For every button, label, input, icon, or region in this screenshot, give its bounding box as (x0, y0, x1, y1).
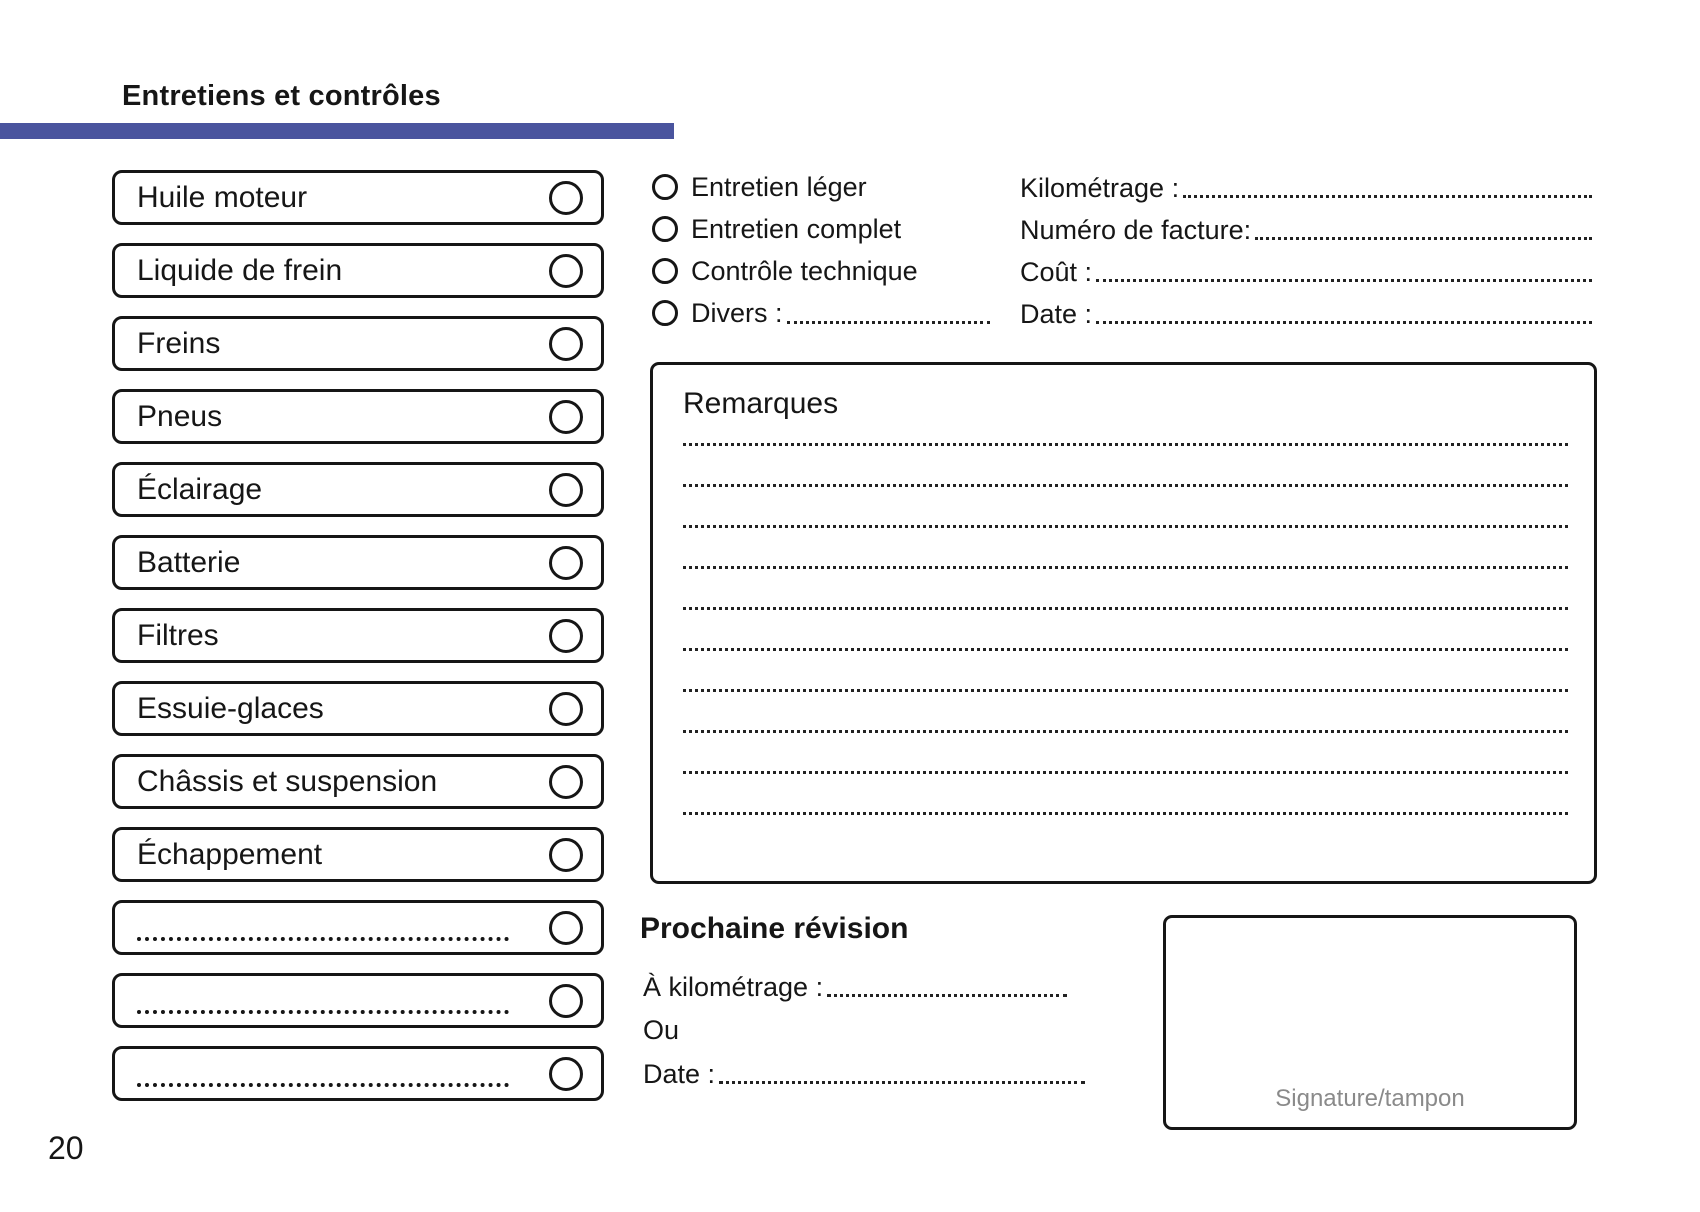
check-circle[interactable] (549, 765, 583, 799)
radio-circle[interactable] (652, 174, 678, 200)
checklist-row-blank (112, 973, 604, 1028)
remark-line[interactable] (683, 487, 1568, 528)
remarks-write-area[interactable] (683, 405, 1568, 815)
blank-write-line[interactable] (137, 937, 509, 941)
service-type-option (652, 170, 867, 204)
checklist-row (112, 462, 604, 517)
next-service-or-row (643, 1012, 679, 1046)
remark-line[interactable] (683, 405, 1568, 446)
remark-line[interactable] (683, 692, 1568, 733)
service-type-label: Entretien complet (691, 213, 902, 244)
checklist-item-label: Échappement (137, 837, 323, 871)
check-circle[interactable] (549, 692, 583, 726)
field-write-line[interactable] (1096, 279, 1592, 282)
check-circle[interactable] (549, 400, 583, 434)
service-type-label: Contrôle technique (691, 255, 918, 286)
service-type-label: Entretien léger (691, 171, 867, 202)
check-circle[interactable] (549, 254, 583, 288)
check-circle[interactable] (549, 1057, 583, 1091)
check-circle[interactable] (549, 473, 583, 507)
remarks-title: Remarques (683, 387, 839, 420)
check-circle[interactable] (549, 181, 583, 215)
service-type-label: Divers : (691, 297, 783, 328)
title-accent-bar (0, 123, 674, 139)
page-number: 20 (48, 1130, 84, 1166)
checklist-item-label: Liquide de frein (137, 253, 343, 287)
checklist-item-label: Essuie-glaces (137, 691, 324, 725)
service-type-option (652, 212, 901, 246)
blank-write-line[interactable] (137, 1083, 509, 1087)
check-circle[interactable] (549, 546, 583, 580)
remark-line[interactable] (683, 610, 1568, 651)
field-label: Date : (1020, 299, 1093, 329)
next-service-km-row (643, 969, 1067, 1003)
next-service-or-label: Ou (643, 1015, 680, 1045)
check-circle[interactable] (549, 619, 583, 653)
field-write-line[interactable] (1183, 195, 1592, 198)
checklist-item-label: Châssis et suspension (137, 764, 438, 798)
checklist-item-label: Freins (137, 326, 221, 360)
checklist-row (112, 754, 604, 809)
blank-write-line[interactable] (137, 1010, 509, 1014)
next-service-title: Prochaine révision (640, 912, 909, 945)
date-write-line[interactable] (719, 1081, 1085, 1084)
remark-line[interactable] (683, 733, 1568, 774)
field-label: Coût : (1020, 257, 1093, 287)
field-write-line[interactable] (1255, 237, 1592, 240)
next-service-km-label: À kilométrage : (643, 972, 824, 1002)
field-row (1020, 212, 1592, 246)
checklist-row (112, 608, 604, 663)
radio-circle[interactable] (652, 300, 678, 326)
checklist-row (112, 827, 604, 882)
checklist-row-blank (112, 1046, 604, 1101)
remark-line[interactable] (683, 651, 1568, 692)
remark-line[interactable] (683, 774, 1568, 815)
checklist-row (112, 243, 604, 298)
field-write-line[interactable] (1096, 321, 1592, 324)
checklist-row (112, 681, 604, 736)
field-row (1020, 254, 1592, 288)
checklist-row (112, 170, 604, 225)
next-service-date-row (643, 1056, 1085, 1090)
km-write-line[interactable] (827, 994, 1067, 997)
radio-circle[interactable] (652, 216, 678, 242)
service-type-option (652, 254, 918, 288)
remark-line[interactable] (683, 569, 1568, 610)
check-circle[interactable] (549, 838, 583, 872)
checklist-item-label: Pneus (137, 399, 223, 433)
checklist-row (112, 389, 604, 444)
checklist-row (112, 316, 604, 371)
field-row (1020, 296, 1592, 330)
signature-area[interactable] (1163, 915, 1577, 1130)
field-label: Numéro de facture: (1020, 215, 1252, 245)
field-row (1020, 170, 1592, 204)
check-circle[interactable] (549, 327, 583, 361)
checklist-item-label: Batterie (137, 545, 241, 579)
check-circle[interactable] (549, 911, 583, 945)
checklist-row (112, 535, 604, 590)
remark-line[interactable] (683, 528, 1568, 569)
divers-write-line[interactable] (787, 321, 990, 324)
checklist-item-label: Éclairage (137, 472, 263, 506)
service-type-option (652, 296, 990, 330)
page-title: Entretiens et contrôles (122, 80, 441, 112)
checklist-row-blank (112, 900, 604, 955)
radio-circle[interactable] (652, 258, 678, 284)
remark-line[interactable] (683, 446, 1568, 487)
check-circle[interactable] (549, 984, 583, 1018)
next-service-date-label: Date : (643, 1059, 716, 1089)
signature-label: Signature/tampon (1275, 1085, 1465, 1112)
field-label: Kilométrage : (1020, 173, 1180, 203)
checklist-item-label: Huile moteur (137, 180, 308, 214)
remarks-panel (650, 362, 1597, 884)
checklist-item-label: Filtres (137, 618, 219, 652)
